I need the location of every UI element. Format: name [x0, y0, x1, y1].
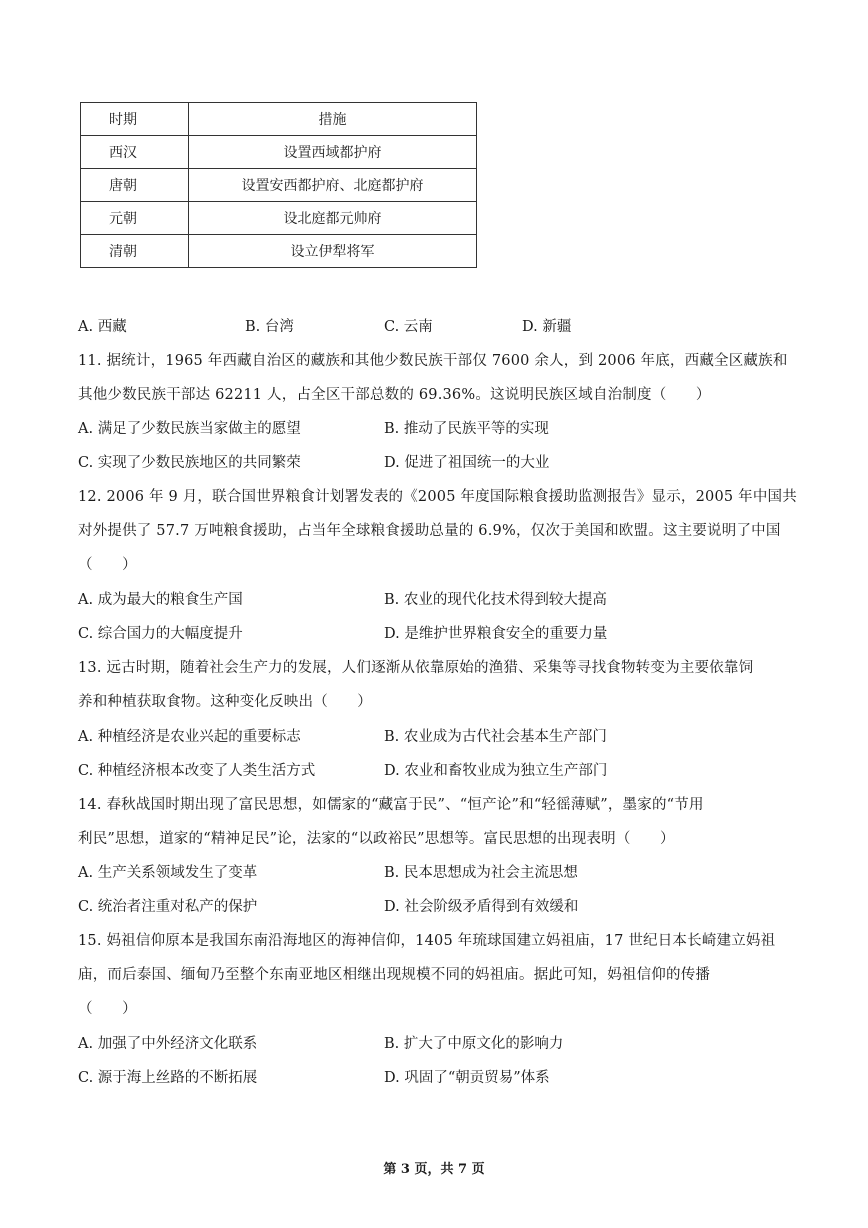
q13-option-d: D. 农业和畜牧业成为独立生产部门 [384, 763, 608, 779]
q15-option-d: D. 巩固了“朝贡贸易”体系 [384, 1070, 550, 1086]
q12-option-d: D. 是维护世界粮食安全的重要力量 [384, 626, 608, 642]
q10-option-a: A. 西藏 [78, 319, 127, 335]
q12-option-a: A. 成为最大的粮食生产国 [78, 592, 243, 608]
q12-option-c: C. 综合国力的大幅度提升 [78, 626, 243, 642]
q11-stem-line: 其他少数民族干部达 62211 人，占全区干部总数的 69.36%。这说明民族区域自治制度（ ） [78, 387, 711, 403]
q14-option-d: D. 社会阶级矛盾得到有效缓和 [384, 899, 579, 915]
q12-stem-line: 对外提供了 57.7 万吨粮食援助，占当年全球粮食援助总量的 6.9%，仅次于美国和欧盟。这主要说明了中国 [78, 523, 781, 539]
q13-option-a: A. 种植经济是农业兴起的重要标志 [78, 729, 301, 745]
q14-stem-line: 利民”思想，道家的“精神足民”论，法家的“以政裕民”思想等。富民思想的出现表明（ ） [78, 831, 675, 847]
q12-stem-line: （ ） [78, 557, 137, 573]
q11-option-b: B. 推动了民族平等的实现 [384, 421, 549, 437]
table-header-cell: 时期 [81, 103, 189, 136]
q11-option-d: D. 促进了祖国统一的大业 [384, 455, 550, 471]
table-cell: 唐朝 [81, 169, 189, 202]
q11-option-a: A. 满足了少数民族当家做主的愿望 [78, 421, 301, 437]
table-cell: 设置安西都护府、北庭都护府 [189, 169, 477, 202]
table-row [81, 169, 477, 202]
q12-stem-line: 12. 2006 年 9 月，联合国世界粮食计划署发表的《2005 年度国际粮食援助监测报告》显示，2005 年中国共 [78, 489, 797, 505]
q13-option-b: B. 农业成为古代社会基本生产部门 [384, 729, 607, 745]
table-cell: 西汉 [81, 136, 189, 169]
q12-option-b: B. 农业的现代化技术得到较大提高 [384, 592, 607, 608]
table-row [81, 235, 477, 268]
table-row [81, 202, 477, 235]
table-header-row [81, 103, 477, 136]
q15-stem-line: 庙，而后泰国、缅甸乃至整个东南亚地区相继出现规模不同的妈祖庙。据此可知，妈祖信仰的传播 [78, 967, 711, 983]
q15-stem-line: 15. 妈祖信仰原本是我国东南沿海地区的海神信仰，1405 年琉球国建立妈祖庙，17 世纪日本长崎建立妈祖 [78, 933, 776, 949]
q13-stem-line: 养和种植获取食物。这种变化反映出（ ） [78, 694, 372, 710]
q10-option-d: D. 新疆 [522, 319, 572, 335]
q14-option-b: B. 民本思想成为社会主流思想 [384, 865, 578, 881]
q10-option-c: C. 云南 [384, 319, 433, 335]
q10-option-b: B. 台湾 [245, 319, 294, 335]
q15-option-a: A. 加强了中外经济文化联系 [78, 1036, 258, 1052]
page-number: 第 3 页，共 7 页 [383, 1162, 485, 1177]
q14-option-a: A. 生产关系领域发生了变革 [78, 865, 258, 881]
table-header-cell: 措施 [189, 103, 477, 136]
q13-option-c: C. 种植经济根本改变了人类生活方式 [78, 763, 316, 779]
q15-option-c: C. 源于海上丝路的不断拓展 [78, 1070, 258, 1086]
measures-table [80, 102, 477, 268]
q14-option-c: C. 统治者注重对私产的保护 [78, 899, 258, 915]
table-cell: 设立伊犁将军 [189, 235, 477, 268]
q15-stem-line: （ ） [78, 1001, 137, 1017]
table-row [81, 136, 477, 169]
q11-stem-line: 11. 据统计，1965 年西藏自治区的藏族和其他少数民族干部仅 7600 余人，到 2006 年底，西藏全区藏族和 [78, 353, 788, 369]
q11-option-c: C. 实现了少数民族地区的共同繁荣 [78, 455, 301, 471]
table-cell: 元朝 [81, 202, 189, 235]
q13-stem-line: 13. 远古时期，随着社会生产力的发展，人们逐渐从依靠原始的渔猎、采集等寻找食物转变为主要依靠饲 [78, 660, 754, 676]
table-cell: 设置西域都护府 [189, 136, 477, 169]
table-cell: 清朝 [81, 235, 189, 268]
table-cell: 设北庭都元帅府 [189, 202, 477, 235]
q15-option-b: B. 扩大了中原文化的影响力 [384, 1036, 564, 1052]
q14-stem-line: 14. 春秋战国时期出现了富民思想，如儒家的“藏富于民”、“恒产论”和“轻徭薄赋”，墨家的“节用 [78, 797, 704, 813]
